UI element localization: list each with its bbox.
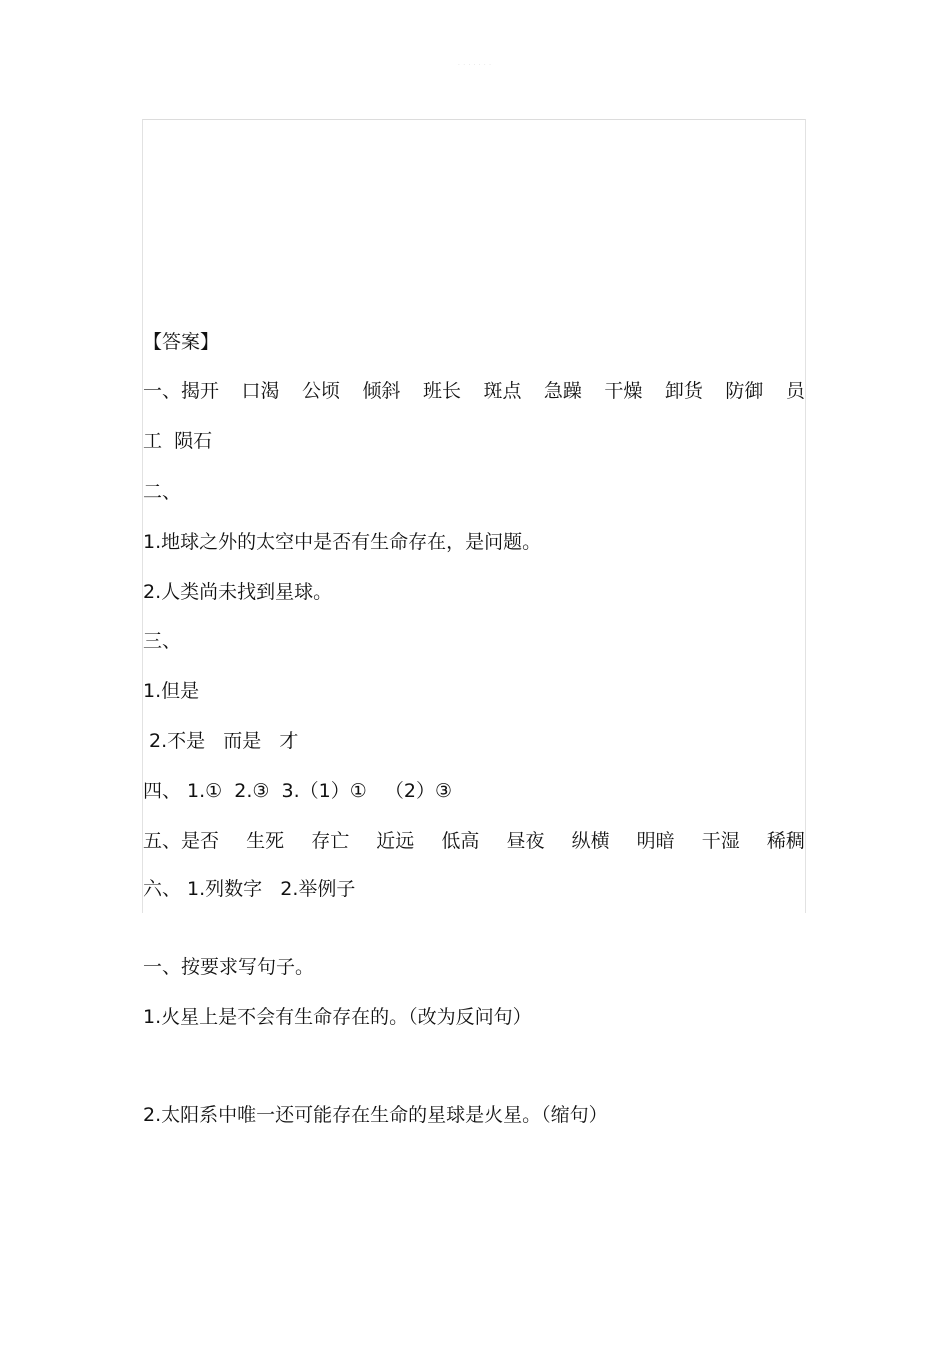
exercise-title: 一、按要求写句子。 — [143, 956, 315, 978]
answer-heading: 【答案】 — [143, 331, 220, 353]
q5-word: 近远 — [376, 830, 415, 852]
q2-item-2: 2.人类尚未找到星球。 — [143, 581, 333, 603]
q1-word: 倾斜 — [362, 380, 401, 402]
q1-word: 防御 — [725, 380, 764, 402]
q5-answer-line — [143, 829, 805, 853]
q5-word: 明暗 — [636, 830, 675, 852]
exercise-item-2: 2.太阳系中唯一还可能存在生命的星球是火星。（缩句） — [143, 1104, 608, 1126]
q1-word: 口渴 — [241, 380, 280, 402]
q1-continuation: 工 陨石 — [143, 430, 213, 452]
q6-answer: 六、 1.列数字 2.举例子 — [143, 878, 356, 900]
q5-word: 昼夜 — [506, 830, 545, 852]
q1-word: 班长 — [422, 380, 461, 402]
q2-title: 二、 — [143, 481, 182, 503]
q1-prefix-word-1: 一、揭开 — [143, 380, 220, 402]
page-header-mark: · · · · · · · — [458, 62, 492, 68]
q1-word: 干燥 — [604, 380, 643, 402]
q1-word: 急躁 — [543, 380, 582, 402]
q5-word: 稀稠 — [766, 830, 805, 852]
q5-word: 生死 — [246, 830, 285, 852]
q1-word: 员 — [785, 380, 805, 402]
q1-word: 卸货 — [664, 380, 703, 402]
q3-item-2: 2.不是 而是 才 — [143, 730, 299, 752]
q5-word: 存亡 — [311, 830, 350, 852]
q5-word: 干湿 — [701, 830, 740, 852]
q1-word: 公顷 — [301, 380, 340, 402]
q5-prefix-word-1: 五、是否 — [143, 830, 220, 852]
q1-answer-line — [143, 379, 805, 403]
q5-word: 低高 — [441, 830, 480, 852]
q4-answer: 四、 1.① 2.③ 3.（1）① （2）③ — [143, 780, 453, 802]
q1-word: 斑点 — [483, 380, 522, 402]
q5-word: 纵横 — [571, 830, 610, 852]
q3-item-1: 1.但是 — [143, 680, 200, 702]
q2-item-1: 1.地球之外的太空中是否有生命存在，是问题。 — [143, 531, 542, 553]
exercise-item-1: 1.火星上是不会有生命存在的。（改为反问句） — [143, 1006, 532, 1028]
q3-title: 三、 — [143, 630, 182, 652]
